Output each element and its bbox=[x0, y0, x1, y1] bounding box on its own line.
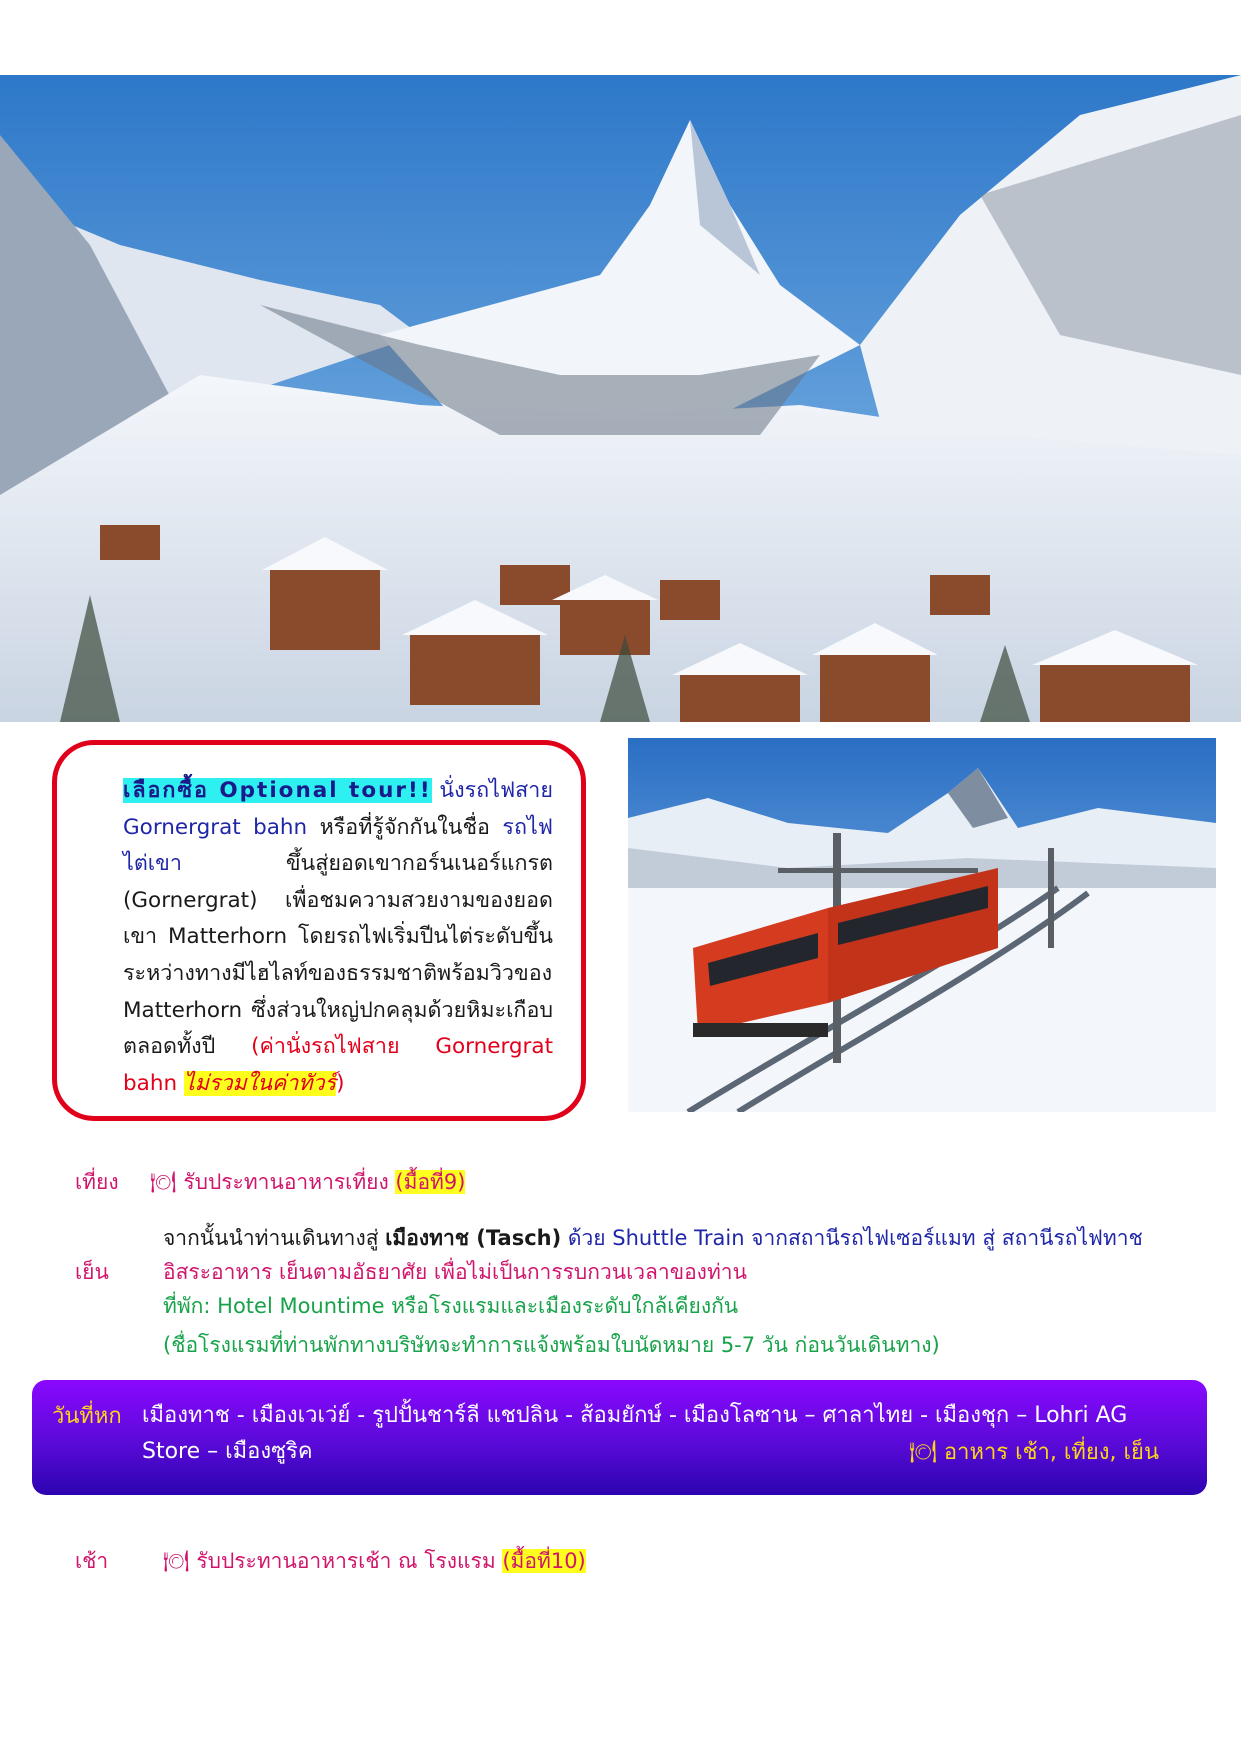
price-note-close: ) bbox=[336, 1070, 345, 1096]
evening-line-2: อิสระอาหาร เย็นตามอัธยาศัย เพื่อไม่เป็นการรบกวนเวลาของท่าน bbox=[163, 1260, 747, 1284]
lunch-meal-number: (มื้อที่9) bbox=[395, 1170, 466, 1194]
train-name: นั่งรถไฟสาย Gornergrat bahn bbox=[123, 778, 553, 840]
day-banner bbox=[32, 1380, 1207, 1495]
hero-photo bbox=[0, 75, 1241, 722]
optional-tour-box bbox=[52, 740, 586, 1121]
gornergrat-train-image bbox=[628, 738, 1216, 1112]
breakfast-meal-number: (มื้อที่10) bbox=[502, 1549, 586, 1573]
day-meals: 🍽 อาหาร เช้า, เที่ยง, เย็น bbox=[908, 1440, 1159, 1465]
optional-tour-text bbox=[123, 773, 553, 1102]
hotel-note: (ชื่อโรงแรมที่ท่านพักทางบริษัทจะทำการแจ้งพร้อมใบนัดหมาย 5-7 วัน ก่อนวันเดินทาง) bbox=[163, 1333, 940, 1357]
lunch-label: เที่ยง bbox=[75, 1170, 119, 1194]
optional-tour-text-a: หรือที่รู้จักกันในชื่อ bbox=[307, 814, 503, 840]
evening-line-1 bbox=[163, 1222, 1143, 1255]
optional-tour-badge: เลือกซื้อ Optional tour!! bbox=[123, 778, 432, 803]
breakfast-text bbox=[163, 1545, 586, 1578]
evening-travel-text: จากนั้นนำท่านเดินทางสู่ bbox=[163, 1226, 386, 1250]
gornergrat-train-photo bbox=[628, 738, 1216, 1112]
matterhorn-village-photo bbox=[0, 75, 1241, 722]
day-label: วันที่หก bbox=[52, 1404, 122, 1429]
optional-tour-description: ขึ้นสู่ยอดเขากอร์นเนอร์แกรต (Gornergrat) เพื่อชมความสวยงามของยอดเขา Matterhorn โดยรถไฟเริ่มปีนไต่ระดับขึ้น ระหว่างทางมีไฮไลท์ของธรรมชาติพร้อมวิวของ Matterhorn ซึ่งส่วนใหญ่ปกคลุมด้วยหิมะเกือบตลอดทั้งปี bbox=[123, 851, 553, 1060]
not-included-note: ไม่รวมในค่าทัวร์ bbox=[183, 1070, 337, 1096]
hotel-info: ที่พัก: Hotel Mountime หรือโรงแรมและเมืองระดับใกล้เคียงกัน bbox=[163, 1294, 739, 1318]
price-note: (ค่านั่งรถไฟสาย Gornergrat bahn bbox=[123, 1034, 553, 1096]
tasch-town: เมืองทาช (Tasch) bbox=[385, 1226, 562, 1250]
lunch-text bbox=[150, 1166, 465, 1199]
day-route: เมืองทาช - เมืองเวเว่ย์ - รูปปั้นชาร์ลี แชปลิน - ส้อมยักษ์ - เมืองโลซาน – ศาลาไทย - เมืองชุก – Lohri AG Store – เมืองซูริค bbox=[142, 1403, 1128, 1464]
rack-railway-label: รถไฟไต่เขา bbox=[123, 814, 553, 877]
evening-label: เย็น bbox=[75, 1260, 109, 1284]
breakfast-label: เช้า bbox=[75, 1549, 109, 1573]
breakfast-description: 🍽 รับประทานอาหารเช้า ณ โรงแรม bbox=[163, 1549, 503, 1573]
lunch-description: 🍽 รับประทานอาหารเที่ยง bbox=[150, 1170, 396, 1194]
shuttle-train-text: ด้วย Shuttle Train จากสถานีรถไฟเซอร์แมท สู่ สถานีรถไฟทาช bbox=[561, 1226, 1143, 1250]
